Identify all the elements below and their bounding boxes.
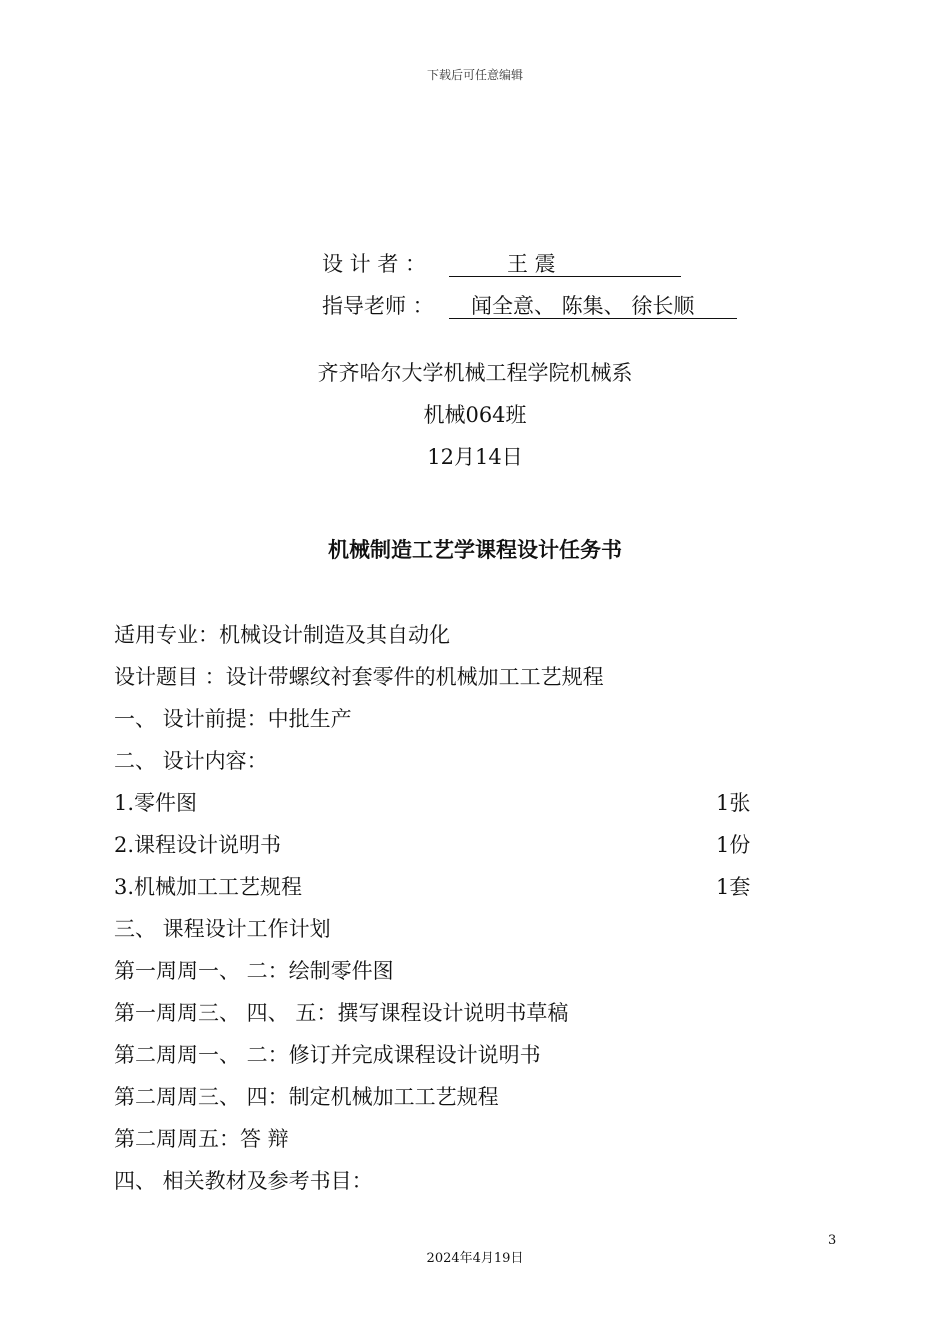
plan-line: 第二周周五：答 辩	[114, 1127, 289, 1151]
content-heading: 二、 设计内容：	[114, 749, 268, 773]
plan-line: 第二周周三、 四：制定机械加工工艺规程	[114, 1085, 499, 1109]
plan-heading: 三、 课程设计工作计划	[114, 917, 331, 941]
plan-line: 第一周周一、 二：绘制零件图	[114, 959, 394, 983]
deliverable-qty: 1套	[716, 875, 751, 899]
header-note: 下载后可任意编辑	[426, 68, 523, 82]
plan-line: 第一周周三、 四、 五：撰写课程设计说明书草稿	[114, 1001, 569, 1025]
document-title: 机械制造工艺学课程设计任务书	[328, 538, 622, 562]
advisor-label: 指导老师 ：	[322, 294, 434, 318]
deliverable-qty: 1份	[716, 833, 751, 857]
advisor-row	[322, 290, 695, 320]
premise-line: 一、 设计前提：中批生产	[114, 707, 352, 731]
report-date: 12月14日	[427, 445, 523, 469]
page-number: 3	[828, 1233, 837, 1248]
footer-date: 2024年4月19日	[426, 1251, 524, 1266]
major-line: 适用专业：机械设计制造及其自动化	[114, 623, 450, 647]
institution: 齐齐哈尔大学机械工程学院机械系	[317, 361, 633, 385]
class-name: 机械064班	[423, 403, 527, 427]
plan-line: 第二周周一、 二：修订并完成课程设计说明书	[114, 1043, 541, 1067]
deliverable-item: 3.机械加工工艺规程	[114, 875, 303, 899]
references-heading: 四、 相关教材及参考书目：	[114, 1169, 373, 1193]
advisor-value: 闻全意、 陈集、 徐长顺	[471, 294, 695, 318]
deliverable-item: 2.课程设计说明书	[114, 833, 282, 857]
designer-label: 设 计 者 ：	[322, 252, 427, 276]
deliverable-qty: 1张	[716, 791, 751, 815]
deliverable-item: 1.零件图	[114, 791, 198, 815]
designer-value: 王 震	[507, 252, 556, 276]
designer-row	[322, 248, 556, 278]
advisor-field	[449, 290, 737, 319]
topic-line: 设计题目 ：设计带螺纹衬套零件的机械加工工艺规程	[114, 665, 604, 689]
designer-field	[449, 248, 681, 277]
